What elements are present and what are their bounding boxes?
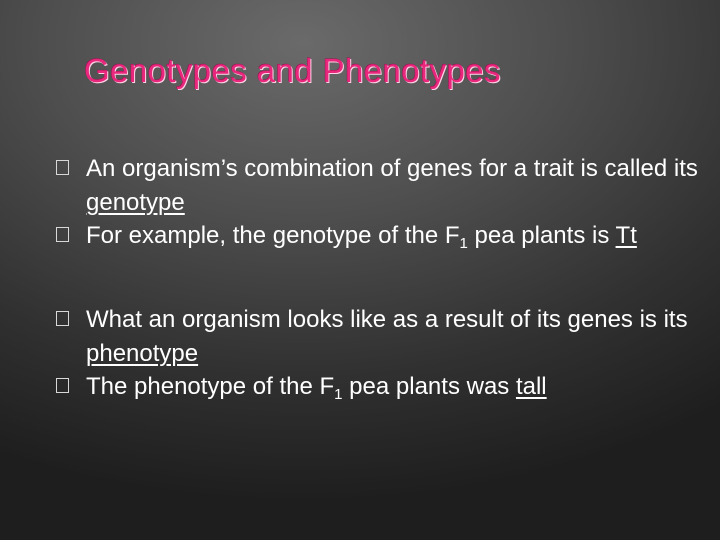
bullet-text-cont: pea plants was <box>342 373 516 400</box>
term-tt: Tt <box>615 222 637 249</box>
term-phenotype: phenotype <box>86 340 199 367</box>
bullet-text: For example, the genotype of the F <box>86 222 460 249</box>
term-genotype: genotype <box>86 189 185 216</box>
term-tall: tall <box>515 373 547 400</box>
bullet-phenotype-example <box>56 370 706 404</box>
bullet-genotype-definition <box>56 152 706 220</box>
subscript: 1 <box>334 386 343 403</box>
bullet-phenotype-definition <box>56 303 706 371</box>
bullet-text: An organism’s combination of genes for a trait is called its <box>86 155 698 182</box>
hollow-square-bullet-icon <box>56 378 69 393</box>
bullet-text: The phenotype of the F <box>86 373 335 400</box>
bullet-genotype-example <box>56 219 706 253</box>
bullet-list <box>56 152 706 403</box>
hollow-square-bullet-icon <box>56 227 69 242</box>
hollow-square-bullet-icon <box>56 311 69 326</box>
subscript: 1 <box>459 235 468 252</box>
slide-title: Genotypes and Phenotypes <box>84 52 501 89</box>
bullet-text-cont: pea plants is <box>467 222 616 249</box>
hollow-square-bullet-icon <box>56 160 69 175</box>
bullet-text: What an organism looks like as a result of its genes is its <box>86 306 688 333</box>
